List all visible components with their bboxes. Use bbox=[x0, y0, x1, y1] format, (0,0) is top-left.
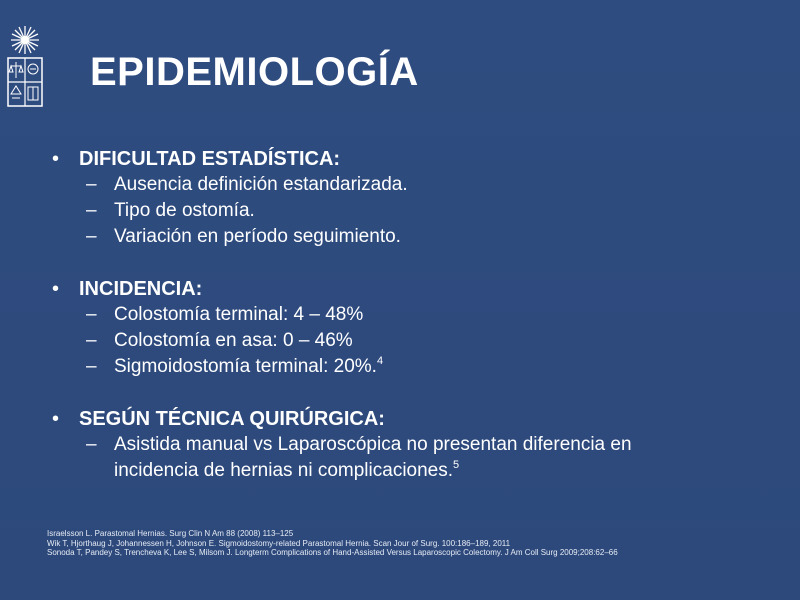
reference-item: Wik T, Hjorthaug J, Johannessen H, Johnson E. Sigmoidostomy-related Parastomal Hernia. Scan Jour of Surg. 100:186–189, 2011 bbox=[47, 538, 511, 548]
university-crest-icon bbox=[6, 24, 44, 110]
slide-content bbox=[52, 146, 782, 510]
dash-icon: – bbox=[86, 356, 97, 377]
dash-icon: – bbox=[86, 304, 97, 325]
references bbox=[47, 529, 618, 558]
list-item-text-line1: Asistida manual vs Laparoscópica no presentan diferencia en bbox=[114, 434, 632, 455]
list-item-text: Tipo de ostomía. bbox=[114, 200, 255, 221]
dash-icon: – bbox=[86, 434, 97, 455]
dash-icon: – bbox=[86, 226, 97, 247]
heading-text: DIFICULTAD ESTADÍSTICA: bbox=[79, 148, 341, 170]
list-item-text: Colostomía terminal: 4 – 48% bbox=[114, 304, 364, 325]
heading-text: INCIDENCIA: bbox=[79, 278, 203, 300]
list-item-text: Sigmoidostomía terminal: 20%. bbox=[114, 356, 377, 377]
dash-icon: – bbox=[86, 330, 97, 351]
list-item bbox=[52, 354, 782, 380]
dash-icon: – bbox=[86, 200, 97, 221]
heading-text: SEGÚN TÉCNICA QUIRÚRGICA: bbox=[79, 408, 385, 430]
list-item-text-line2-content: incidencia de hernias ni complicaciones. bbox=[114, 460, 454, 481]
list-item bbox=[52, 172, 782, 198]
list-item bbox=[52, 224, 782, 250]
reference-item: Sonoda T, Pandey S, Trencheva K, Lee S, Milsom J. Longterm Complications of Hand-Assisted Versus Laparoscopic Colectomy. J Am Coll Surg 2009;208:62–66 bbox=[47, 548, 618, 557]
list-item bbox=[52, 302, 782, 328]
reference-item: Israelsson L. Parastomal Hernias. Surg Clin N Am 88 (2008) 113–125 bbox=[47, 529, 294, 538]
dash-icon: – bbox=[86, 174, 97, 195]
list-item bbox=[52, 432, 782, 484]
citation-superscript: 5 bbox=[453, 459, 460, 471]
bullet-icon: • bbox=[52, 408, 60, 430]
section-dificultad bbox=[52, 146, 782, 250]
list-item-text: Ausencia definición estandarizada. bbox=[114, 174, 408, 195]
slide-title: EPIDEMIOLOGÍA bbox=[90, 50, 419, 94]
bullet-icon: • bbox=[52, 278, 60, 300]
section-heading bbox=[52, 146, 782, 172]
section-tecnica bbox=[52, 406, 782, 484]
section-incidencia bbox=[52, 276, 782, 380]
list-item-text-line2 bbox=[114, 458, 782, 484]
bullet-icon: • bbox=[52, 148, 60, 170]
list-item-text: Variación en período seguimiento. bbox=[114, 226, 401, 247]
section-heading bbox=[52, 406, 782, 432]
list-item bbox=[52, 328, 782, 354]
citation-superscript: 4 bbox=[376, 355, 384, 367]
list-item bbox=[52, 198, 782, 224]
list-item-text: Colostomía en asa: 0 – 46% bbox=[114, 330, 353, 351]
section-heading bbox=[52, 276, 782, 302]
